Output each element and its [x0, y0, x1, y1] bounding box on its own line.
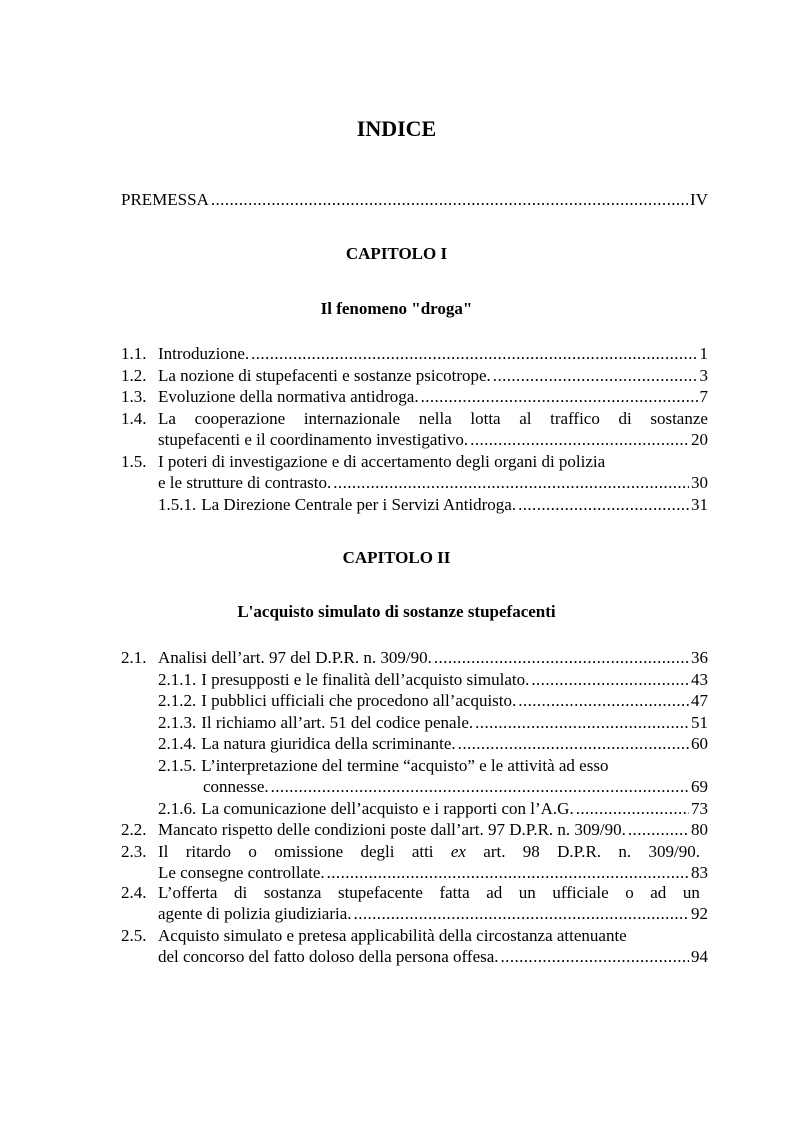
toc-entry[interactable] [121, 451, 708, 494]
entry-page: 1 [699, 344, 708, 363]
entry-number: 2.1.1. [158, 669, 197, 689]
entry-number: 1.3. [121, 387, 147, 406]
leader-dots [458, 733, 689, 755]
leader-dots [271, 776, 689, 798]
leader-dots [421, 386, 698, 408]
entry-text: agente di polizia giudiziaria. [158, 904, 352, 923]
leader-dots [434, 647, 689, 669]
entry-text: connesse. [203, 777, 269, 796]
entry-number: 2.1.5. [158, 755, 197, 775]
entry-number: 2.1.6. [158, 798, 197, 818]
entry-text: Analisi dell’art. 97 del D.P.R. n. 309/90. [158, 648, 432, 667]
entry-text-justified: Il ritardo o omissione degli atti ex art. 98 D.P.R. n. 309/90. [158, 841, 700, 861]
entry-page: 60 [691, 734, 708, 753]
toc-entry[interactable] [121, 841, 708, 884]
entry-page: 36 [691, 648, 708, 667]
entry-text: del concorso del fatto doloso della persona offesa. [158, 947, 499, 966]
entry-page: 30 [691, 473, 708, 492]
entry-number: 1.1. [121, 344, 147, 363]
toc-entry[interactable] [121, 712, 708, 734]
entry-text: I poteri di investigazione e di accertamento degli organi di polizia [158, 451, 606, 471]
chapter-subtitle: Il fenomeno "droga" [320, 299, 473, 318]
chapter-heading: CAPITOLO I [345, 244, 448, 263]
toc-entry[interactable] [121, 386, 708, 408]
entry-page: 69 [691, 777, 708, 796]
chapter-heading: CAPITOLO II [342, 548, 451, 567]
page-title: INDICE [356, 116, 437, 141]
leader-dots [576, 798, 689, 820]
entry-text: La nozione di stupefacenti e sostanze psicotrope. [158, 365, 491, 385]
toc-entry[interactable] [121, 647, 708, 669]
toc-entry[interactable] [121, 408, 708, 451]
entry-page: 94 [691, 947, 708, 966]
entry-number: 1.4. [121, 408, 147, 428]
leader-dots [475, 712, 689, 734]
entry-text: L’interpretazione del termine “acquisto” e le attività ad esso [201, 755, 609, 775]
entry-text: I pubblici ufficiali che procedono all’acquisto. [201, 691, 517, 710]
toc-entry[interactable] [121, 690, 708, 712]
entry-text: stupefacenti e il coordinamento investigativo. [158, 430, 469, 449]
toc-entry[interactable] [121, 755, 708, 798]
leader-dots [354, 903, 689, 925]
leader-dots [211, 189, 688, 211]
entry-number: 2.4. [121, 882, 147, 902]
entry-number: 2.1. [121, 648, 147, 667]
entry-number: 2.3. [121, 841, 147, 861]
entry-text: Mancato rispetto delle condizioni poste dall’art. 97 D.P.R. n. 309/90. [158, 820, 626, 839]
entry-page: 7 [699, 387, 708, 406]
entry-page: 3 [699, 365, 708, 385]
leader-dots [501, 946, 689, 968]
entry-number: 1.5. [121, 451, 147, 471]
entry-text: Le consegne controllate. [158, 863, 325, 882]
entry-number: 2.2. [121, 820, 147, 839]
toc-entry[interactable] [121, 733, 708, 755]
entry-text: La natura giuridica della scriminante. [201, 734, 456, 753]
entry-number: 2.5. [121, 925, 147, 945]
entry-text: Evoluzione della normativa antidroga. [158, 387, 419, 406]
leader-dots [251, 343, 697, 365]
leader-dots [493, 365, 698, 387]
entry-page: 80 [691, 820, 708, 839]
toc-entry[interactable] [121, 882, 708, 925]
entry-text-justified: La cooperazione internazionale nella lotta al traffico di sostanze [158, 408, 708, 428]
toc-premessa[interactable] [121, 189, 708, 211]
entry-page: 92 [691, 904, 708, 923]
premessa-label: PREMESSA [121, 190, 209, 209]
entry-number: 1.2. [121, 365, 147, 385]
entry-text: La Direzione Centrale per i Servizi Antidroga. [201, 494, 517, 514]
leader-dots [531, 669, 689, 691]
entry-text: La comunicazione dell’acquisto e i rapporti con l’A.G. [201, 798, 574, 818]
entry-text: Acquisto simulato e pretesa applicabilità della circostanza attenuante [158, 925, 627, 945]
entry-page: 31 [691, 494, 708, 514]
toc-entry[interactable] [121, 669, 708, 691]
leader-dots [470, 429, 689, 451]
toc-entry[interactable] [121, 925, 708, 968]
chapter-subtitle: L'acquisto simulato di sostanze stupefacenti [237, 602, 556, 621]
leader-dots [518, 690, 689, 712]
entry-number: 1.5.1. [158, 494, 197, 514]
toc-entry[interactable] [121, 494, 708, 516]
toc-entry[interactable] [121, 343, 708, 365]
entry-text-justified: L’offerta di sostanza stupefacente fatta ad un ufficiale o ad un [158, 882, 700, 902]
entry-number: 2.1.4. [158, 734, 197, 753]
entry-text: e le strutture di contrasto. [158, 473, 332, 492]
premessa-page: IV [690, 190, 708, 209]
entry-page: 51 [691, 712, 708, 732]
entry-page: 73 [691, 798, 708, 818]
entry-page: 43 [691, 669, 708, 689]
entry-text: Introduzione. [158, 344, 250, 363]
entry-page: 47 [691, 691, 708, 710]
entry-page: 83 [691, 863, 708, 882]
leader-dots [628, 819, 689, 841]
leader-dots [518, 494, 689, 516]
leader-dots [333, 472, 689, 494]
entry-page: 20 [691, 430, 708, 449]
entry-text: I presupposti e le finalità dell’acquisto simulato. [201, 669, 530, 689]
toc-entry[interactable] [121, 819, 708, 841]
entry-number: 2.1.3. [158, 712, 197, 732]
leader-dots [327, 862, 689, 884]
entry-number: 2.1.2. [158, 691, 197, 710]
entry-text: Il richiamo all’art. 51 del codice penale. [201, 712, 474, 732]
toc-entry[interactable] [121, 798, 708, 820]
toc-entry[interactable] [121, 365, 708, 387]
